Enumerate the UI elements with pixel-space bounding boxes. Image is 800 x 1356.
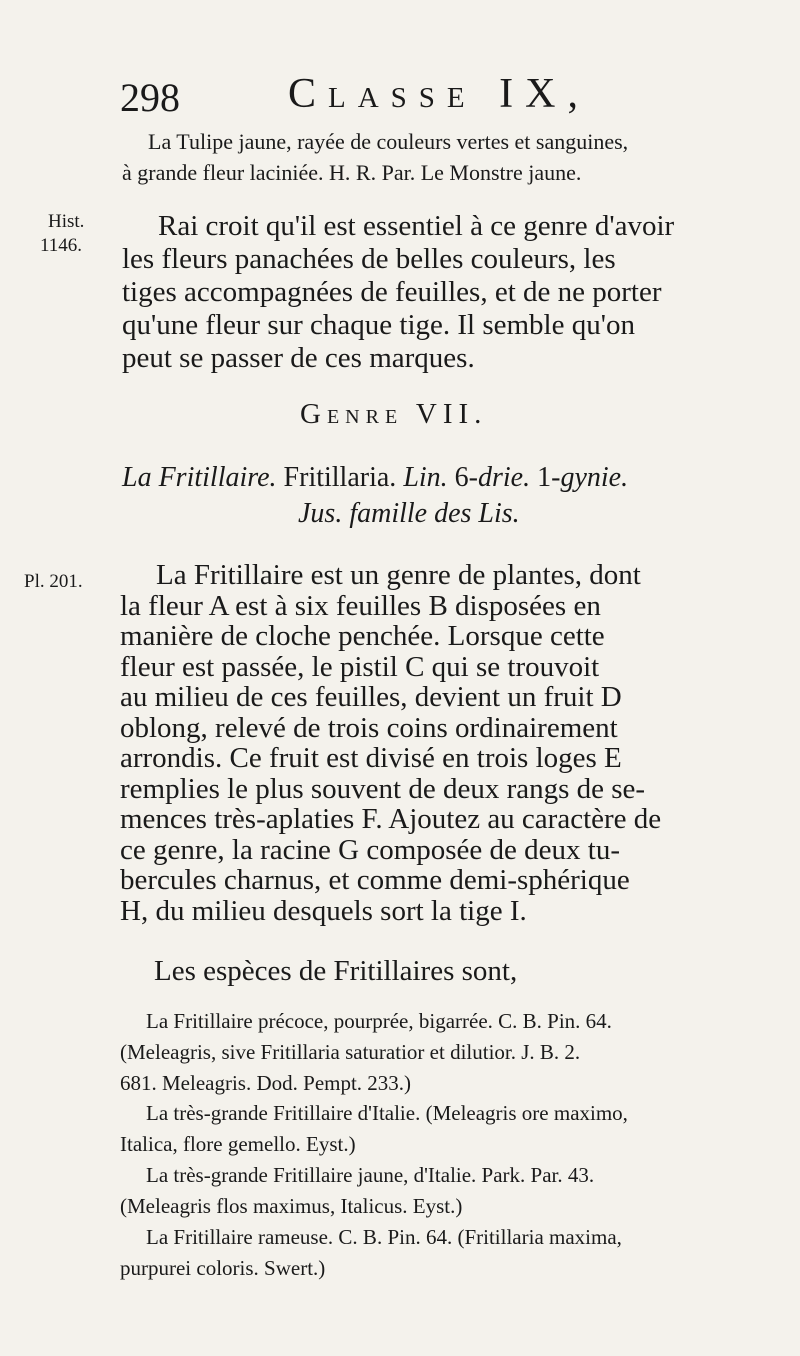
- genre-heading: Genre VII.: [300, 398, 488, 430]
- genus-french-name: La Fritillaire.: [122, 462, 277, 493]
- class-suffix: drie.: [478, 462, 531, 493]
- linnaeus-ref: Lin.: [403, 462, 448, 493]
- text-line: 681. Meleagris. Dod. Pempt. 233.): [120, 1071, 412, 1095]
- order-suffix: gynie.: [560, 462, 629, 493]
- margin-note-plate: Pl. 201.: [24, 571, 83, 592]
- text-line: fleur est passée, le pistil C qui se trouvoit: [120, 650, 600, 683]
- jussieu-family-line: [298, 498, 520, 530]
- paragraph-description: [120, 560, 764, 926]
- text-line: (Meleagris, sive Fritillaria saturatior et dilutior. J. B. 2.: [120, 1040, 581, 1064]
- margin-note-hist-number: 1146.: [40, 235, 83, 256]
- variety-line: La Tulipe jaune, rayée de couleurs vertes et sanguines,: [148, 129, 629, 154]
- text-line: mences très-aplaties F. Ajoutez au caractère de: [120, 803, 662, 835]
- species-entry: [120, 1222, 622, 1284]
- text-line: La très-grande Fritillaire d'Italie. (Meleagris ore maximo,: [146, 1101, 628, 1125]
- text-line: manière de cloche penchée. Lorsque cette: [120, 620, 605, 652]
- class-number: 6-: [454, 462, 478, 493]
- jussieu-ref: Jus. famille des Lis.: [298, 498, 520, 529]
- text-line: Rai croit qu'il est essentiel à ce genre d'avoir: [158, 210, 675, 242]
- text-line: remplies le plus souvent de deux rangs de se-: [120, 772, 646, 805]
- text-line: les fleurs panachées de belles couleurs, les: [122, 243, 616, 275]
- text-line: H, du milieu desquels sort la tige I.: [120, 894, 527, 927]
- variety-line: à grande fleur laciniée. H. R. Par. Le Monstre jaune.: [122, 160, 582, 185]
- text-line: ce genre, la racine G composée de deux tu-: [120, 833, 621, 866]
- text-line: La Fritillaire précoce, pourprée, bigarrée. C. B. Pin. 64.: [146, 1009, 612, 1033]
- text-line: bercules charnus, et comme demi-sphérique: [120, 864, 630, 896]
- genus-latin-name: Fritillaria.: [283, 462, 397, 493]
- text-line: peut se passer de ces marques.: [122, 342, 475, 374]
- margin-note-hist: Hist.: [48, 211, 85, 232]
- text-line: La Fritillaire rameuse. C. B. Pin. 64. (Fritillaria maxima,: [146, 1225, 622, 1249]
- text-line: arrondis. Ce fruit est divisé en trois loges E: [120, 742, 622, 774]
- paragraph-rai: [122, 210, 762, 375]
- text-line: tiges accompagnées de feuilles, et de ne porter: [122, 276, 662, 308]
- text-line: Italica, flore gemello. Eyst.): [120, 1132, 356, 1156]
- text-line: oblong, relevé de trois coins ordinairement: [120, 711, 618, 744]
- text-line: au milieu de ces feuilles, devient un fruit D: [120, 681, 622, 713]
- species-entry: [120, 1098, 628, 1160]
- genus-intro-line: [122, 462, 628, 494]
- page-number: 298: [120, 75, 180, 120]
- species-entry: [120, 1006, 612, 1099]
- running-title: Classe IX,: [288, 71, 590, 117]
- text-line: purpurei coloris. Swert.): [120, 1256, 326, 1280]
- text-line: (Meleagris flos maximus, Italicus. Eyst.): [120, 1194, 463, 1218]
- text-line: la fleur A est à six feuilles B disposées en: [120, 589, 601, 622]
- text-line: La Fritillaire est un genre de plantes, dont: [156, 559, 641, 591]
- species-entry: [120, 1160, 594, 1222]
- order-number: 1-: [537, 462, 561, 493]
- text-line: qu'une fleur sur chaque tige. Il semble qu'on: [122, 309, 635, 341]
- species-heading: Les espèces de Fritillaires sont,: [154, 955, 518, 987]
- text-line: La très-grande Fritillaire jaune, d'Italie. Park. Par. 43.: [146, 1163, 595, 1187]
